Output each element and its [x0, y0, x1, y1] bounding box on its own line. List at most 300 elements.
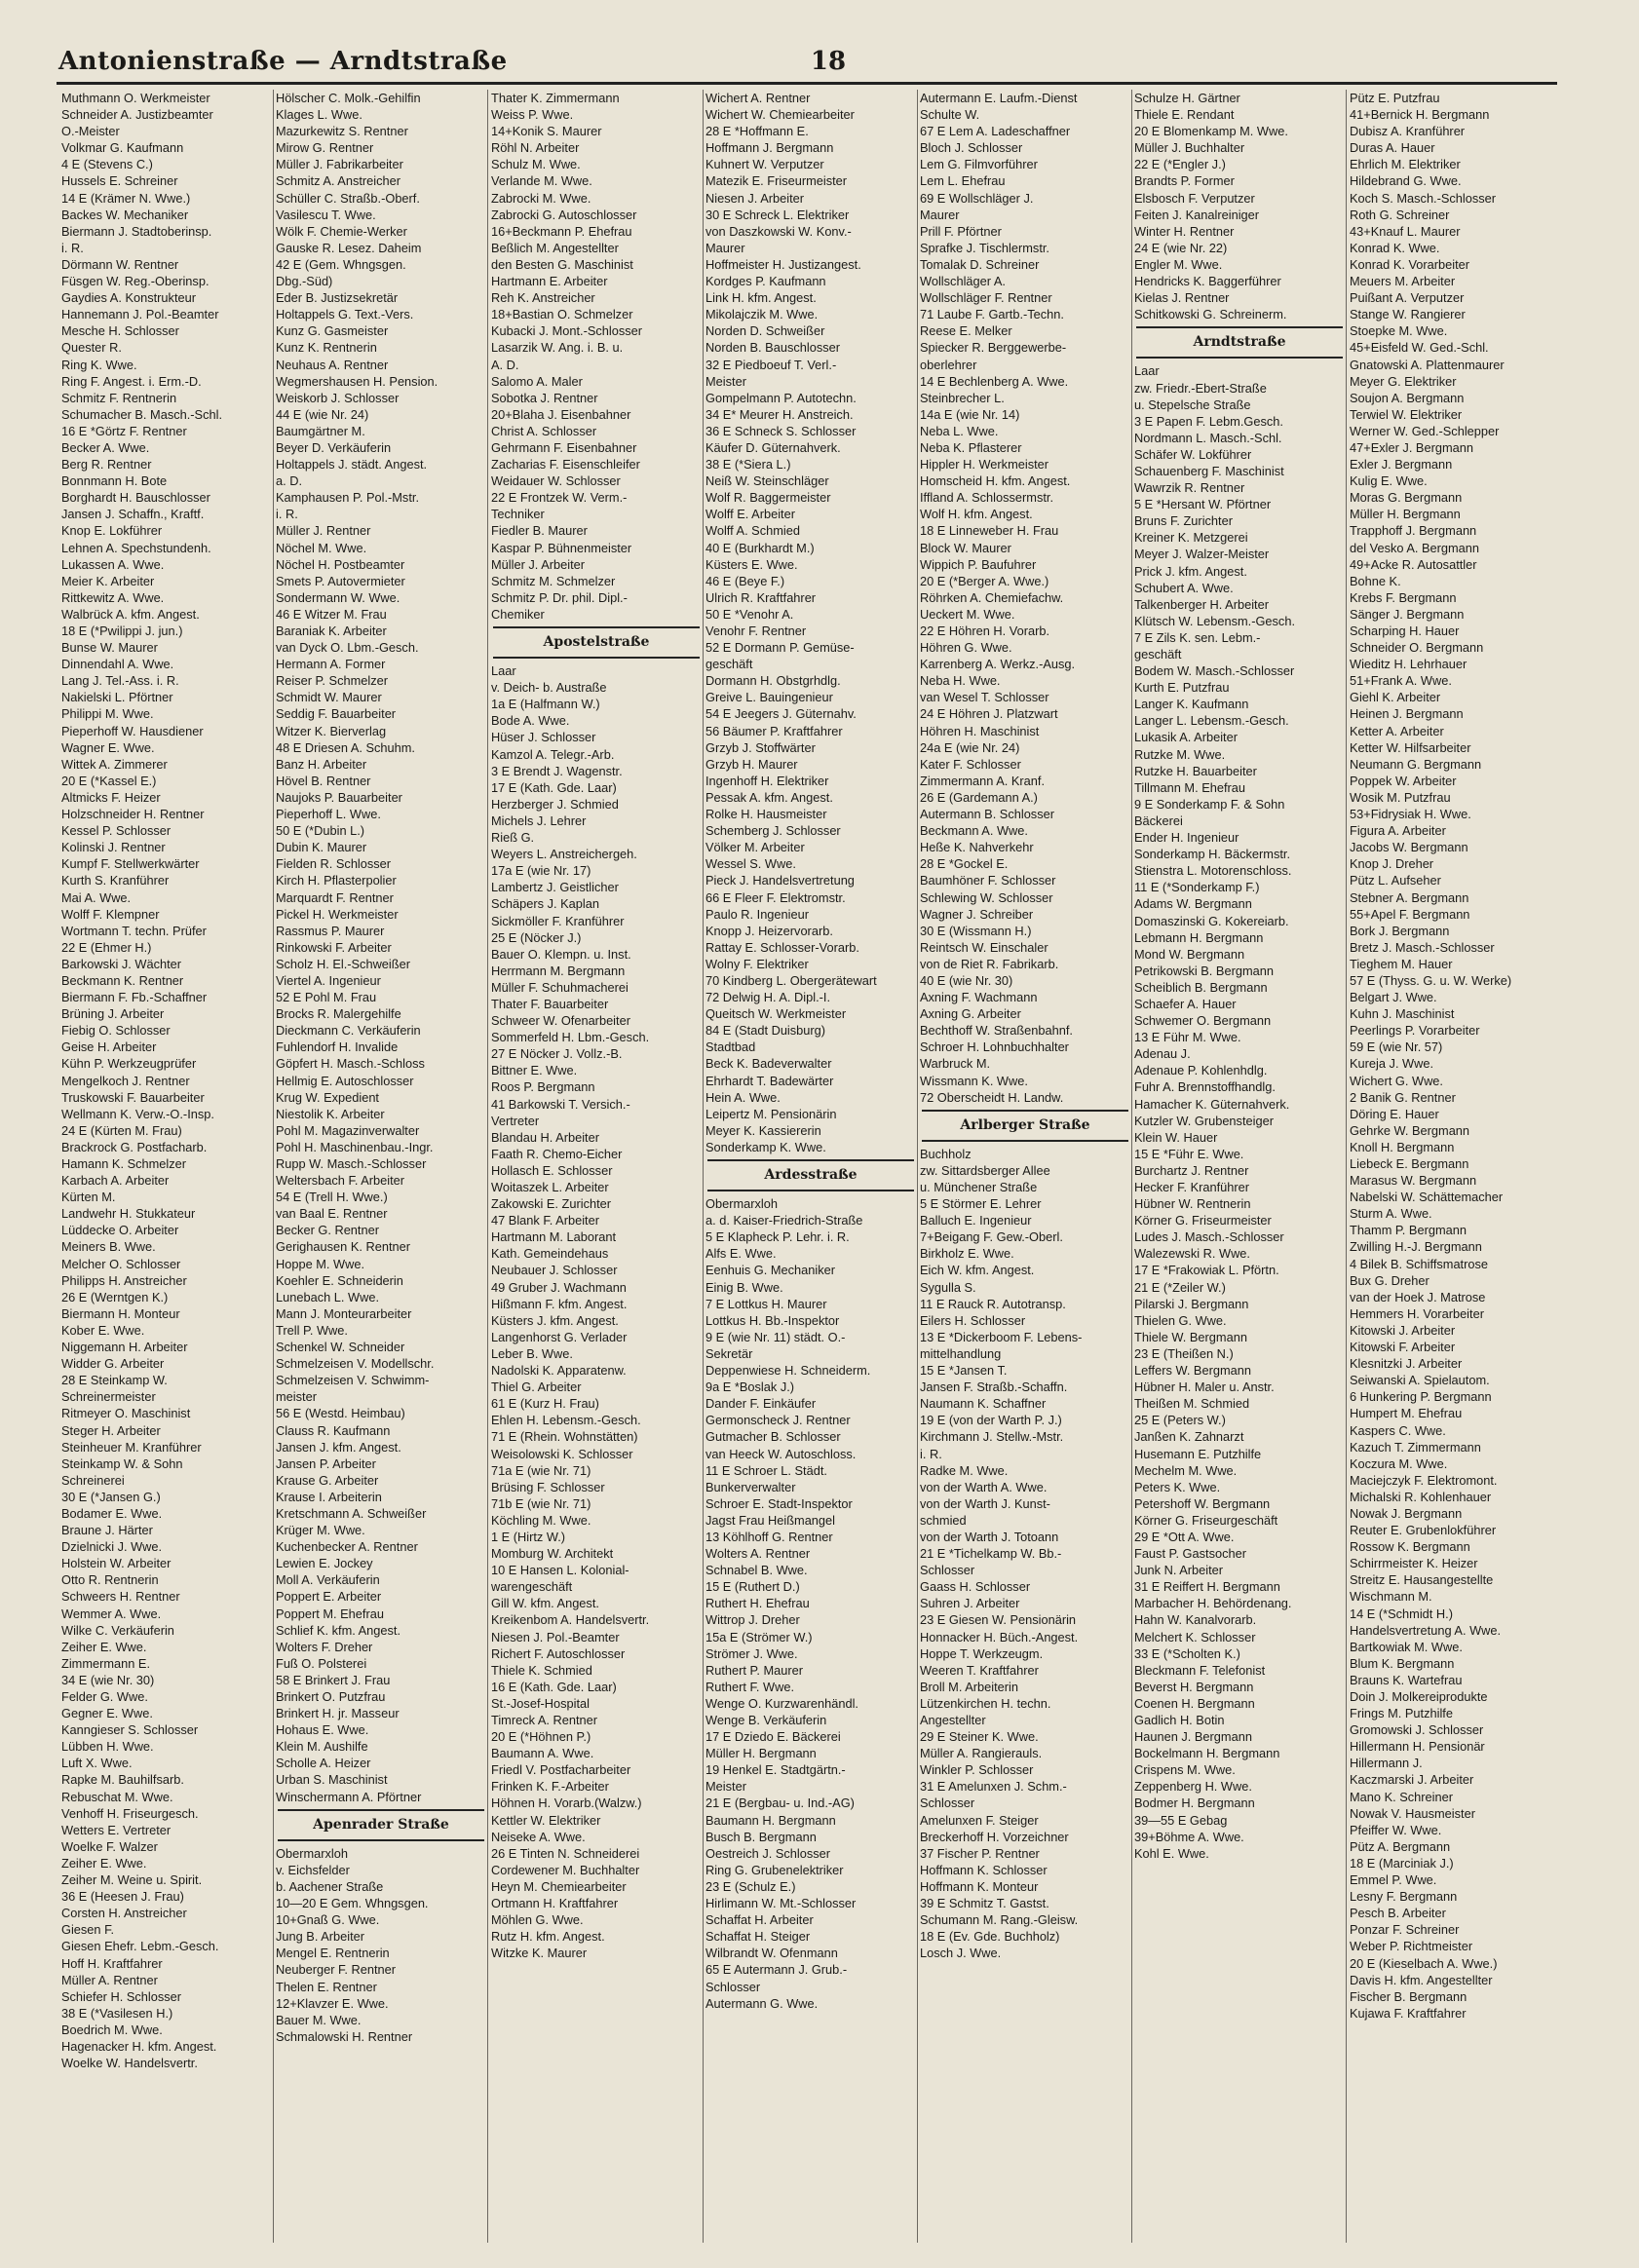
directory-entry: Niesen J. Arbeiter [705, 190, 805, 206]
directory-entry: Zabrocki G. Autoschlosser [491, 207, 637, 222]
directory-entry: Koch S. Masch.-Schlosser [1350, 190, 1497, 206]
directory-entry: Petrikowski B. Bergmann [1134, 963, 1274, 978]
directory-entry: Wolff F. Klempner [61, 906, 160, 922]
directory-entry: Marasus W. Bergmann [1350, 1173, 1477, 1189]
directory-entry: 20+Blaha J. Eisenbahner [491, 406, 631, 422]
directory-entry: Kitowski J. Arbeiter [1350, 1322, 1456, 1338]
directory-entry: Ring K. Wwe. [61, 357, 137, 372]
directory-entry: Krüger M. Wwe. [276, 1523, 365, 1538]
directory-entry: 3 E Papen F. Lebm.Gesch. [1134, 413, 1283, 429]
directory-entry: 1a E (Halfmann W.) [491, 697, 600, 712]
directory-entry: Müller H. Bergmann [1350, 507, 1461, 522]
directory-entry: Hoppe T. Werkzeugm. [920, 1645, 1044, 1661]
directory-entry: 51+Frank A. Wwe. [1350, 673, 1452, 689]
directory-entry: Schulz M. Wwe. [491, 157, 581, 172]
directory-entry: Neuhaus A. Rentner [276, 357, 389, 372]
directory-entry: Wölk F. Chemie-Werker [276, 223, 407, 239]
directory-entry: 31 E Reiffert H. Bergmann [1134, 1579, 1280, 1595]
directory-entry: 56 Bäumer P. Kraftfahrer [705, 723, 843, 738]
directory-entry: 55+Apel F. Bergmann [1350, 906, 1470, 922]
directory-entry: Gadlich H. Botin [1134, 1713, 1225, 1727]
directory-entry: Schmelzeisen V. Modellschr. [276, 1356, 435, 1372]
directory-entry: Ketter A. Arbeiter [1350, 723, 1444, 738]
directory-entry: Meister [705, 1779, 746, 1795]
directory-entry: 37 Fischer P. Rentner [920, 1845, 1040, 1861]
directory-entry: Kurth S. Kranführer [61, 873, 170, 888]
directory-entry: Walbrück A. kfm. Angest. [61, 606, 200, 622]
directory-entry: Langer L. Lebensm.-Gesch. [1134, 713, 1289, 729]
directory-entry: Giesen Ehefr. Lebm.-Gesch. [61, 1939, 219, 1954]
directory-entry: Zeiher E. Wwe. [61, 1855, 147, 1871]
page-header [58, 47, 1559, 82]
directory-entry: Nowak V. Hausmeister [1350, 1805, 1475, 1821]
directory-entry: Pütz E. Putzfrau [1350, 91, 1440, 105]
directory-entry: 39+Böhme A. Wwe. [1134, 1829, 1244, 1844]
directory-entry: b. Aachener Straße [276, 1878, 384, 1894]
directory-entry: Gutmacher B. Schlosser [705, 1429, 841, 1445]
street-heading: Ardesstraße [707, 1159, 914, 1191]
directory-entry: 49 Gruber J. Wachmann [491, 1279, 627, 1295]
directory-entry: Kulig E. Wwe. [1350, 473, 1428, 489]
directory-entry: Viertel A. Ingenieur [276, 972, 381, 988]
directory-entry: Schmitz M. Schmelzer [491, 573, 616, 588]
directory-entry: 22 E (*Engler J.) [1134, 157, 1226, 172]
directory-entry: Schäfer W. Lokführer [1134, 446, 1252, 462]
directory-entry: Hirlimann W. Mt.-Schlosser [705, 1896, 857, 1911]
directory-entry: 46 E Witzer M. Frau [276, 606, 387, 622]
directory-entry: Schiefer H. Schlosser [61, 1988, 182, 2004]
directory-entry: 26 E (Werntgen K.) [61, 1289, 169, 1304]
directory-entry: Höhnen H. Vorarb.(Walzw.) [491, 1796, 642, 1811]
directory-entry: Hemmers H. Vorarbeiter [1350, 1305, 1484, 1321]
directory-entry: Sonderkamp H. Bäckermstr. [1134, 847, 1291, 862]
directory-entry: Bleckmann F. Telefonist [1134, 1662, 1266, 1678]
directory-entry: 30 E (Wissmann H.) [920, 923, 1032, 938]
directory-entry: Doin J. Molkereiprodukte [1350, 1689, 1488, 1704]
directory-entry: Biermann J. Stadtoberinsp. [61, 223, 212, 239]
directory-entry: Moll A. Verkäuferin [276, 1572, 380, 1588]
directory-entry: Wellmann K. Verw.-O.-Insp. [61, 1106, 214, 1121]
directory-entry: Losch J. Wwe. [920, 1946, 1002, 1961]
directory-entry: Rieß G. [491, 830, 535, 846]
directory-entry: Brauns K. Wartefrau [1350, 1672, 1463, 1687]
directory-entry: Steinbrecher L. [920, 390, 1005, 405]
directory-entry: Beßlich M. Angestellter [491, 240, 619, 255]
directory-entry: Krause I. Arbeiterin [276, 1489, 382, 1504]
directory-entry: 47 Blank F. Arbeiter [491, 1213, 599, 1228]
directory-entry: 14a E (wie Nr. 14) [920, 406, 1020, 422]
directory-entry: 19 Henkel E. Stadtgärtn.- [705, 1762, 846, 1778]
directory-entry: 33 E (*Scholten K.) [1134, 1645, 1240, 1661]
directory-entry: 58 E Brinkert J. Frau [276, 1672, 391, 1687]
directory-entry: Hagenacker H. kfm. Angest. [61, 2038, 217, 2054]
directory-entry: 11 E Rauck R. Autotransp. [920, 1296, 1066, 1311]
directory-entry: Altmicks F. Heizer [61, 789, 161, 805]
directory-entry: 44 E (wie Nr. 24) [276, 406, 369, 422]
directory-entry: Kuhnert W. Verputzer [705, 157, 824, 172]
directory-entry: Kaczmarski J. Arbeiter [1350, 1772, 1474, 1788]
directory-entry: Krebs F. Bergmann [1350, 589, 1457, 605]
directory-entry: Bux G. Dreher [1350, 1272, 1429, 1288]
directory-entry: Schlewing W. Schlosser [920, 889, 1053, 905]
directory-entry: 13 E Führ M. Wwe. [1134, 1030, 1241, 1045]
directory-entry: Scholle A. Heizer [276, 1756, 371, 1771]
directory-entry: Kirchmann J. Stellw.-Mstr. [920, 1429, 1064, 1445]
directory-entry: 20 E (*Berger A. Wwe.) [920, 573, 1049, 588]
directory-entry: Brinkert O. Putzfrau [276, 1689, 386, 1704]
directory-entry: Wichert G. Wwe. [1350, 1073, 1443, 1088]
directory-entry: Biermann H. Monteur [61, 1305, 180, 1321]
directory-entry: 30 E Schreck L. Elektriker [705, 207, 850, 222]
directory-entry: Ueckert M. Wwe. [920, 606, 1015, 622]
directory-entry: Hillermann J. [1350, 1756, 1423, 1771]
directory-entry: Radke M. Wwe. [920, 1462, 1009, 1478]
directory-entry: Beverst H. Bergmann [1134, 1679, 1254, 1694]
directory-entry: Müller J. Rentner [276, 523, 371, 539]
directory-entry: St.-Josef-Hospital [491, 1695, 590, 1711]
directory-entry: Rossow K. Bergmann [1350, 1539, 1470, 1555]
directory-entry: Bauer O. Klempn. u. Inst. [491, 946, 631, 962]
directory-entry: Kazuch T. Zimmermann [1350, 1439, 1481, 1455]
directory-entry: Pfeiffer W. Wwe. [1350, 1822, 1442, 1837]
directory-entry: Luft X. Wwe. [61, 1756, 133, 1771]
directory-entry: Husemann E. Putzhilfe [1134, 1446, 1262, 1461]
directory-entry: 26 E Tinten N. Schneiderei [491, 1845, 640, 1861]
directory-entry: 28 E Steinkamp W. [61, 1373, 168, 1388]
directory-entry: Zwilling H.-J. Bergmann [1350, 1239, 1482, 1255]
directory-entry: Reuter E. Grubenlokführer [1350, 1523, 1497, 1538]
directory-entry: Hißmann F. kfm. Angest. [491, 1296, 628, 1311]
directory-entry: Blandau H. Arbeiter [491, 1129, 599, 1145]
directory-entry: Reintsch W. Einschaler [920, 939, 1048, 955]
directory-entry: Heße K. Nahverkehr [920, 840, 1034, 855]
page-title: Antonienstraße — Arndtstraße [58, 47, 508, 76]
directory-entry: Mechelm M. Wwe. [1134, 1462, 1238, 1478]
directory-entry: von der Warth A. Wwe. [920, 1479, 1048, 1494]
directory-entry: Mano K. Schreiner [1350, 1789, 1453, 1804]
directory-entry: Eilers H. Schlosser [920, 1312, 1026, 1328]
directory-entry: Schäpers J. Kaplan [491, 896, 599, 912]
directory-entry: zw. Friedr.-Ebert-Straße [1134, 380, 1267, 396]
directory-entry: Nöchel M. Wwe. [276, 540, 367, 555]
directory-entry: 52 E Dormann P. Gemüse- [705, 640, 855, 656]
directory-entry: Braune J. Härter [61, 1523, 153, 1538]
directory-entry: Urban S. Maschinist [276, 1772, 388, 1788]
directory-entry: Köchling M. Wwe. [491, 1512, 591, 1528]
directory-entry: Müller J. Arbeiter [491, 556, 586, 572]
directory-entry: Steger H. Arbeiter [61, 1422, 161, 1438]
directory-entry: Fuhr A. Brennstoffhandlg. [1134, 1079, 1276, 1095]
directory-entry: Mikolajczik M. Wwe. [705, 307, 819, 322]
directory-entry: Sommerfeld H. Lbm.-Gesch. [491, 1030, 650, 1045]
directory-entry: Schubert A. Wwe. [1134, 580, 1234, 595]
directory-entry: 14 E (*Schmidt H.) [1350, 1606, 1453, 1621]
directory-entry: Schüller C. Straßb.-Oberf. [276, 190, 420, 206]
directory-entry: Sickmöller F. Kranführer [491, 913, 625, 928]
directory-entry: Brüsing F. Schlosser [491, 1479, 605, 1494]
directory-entry: Scharping H. Hauer [1350, 624, 1460, 638]
directory-entry: Becker A. Wwe. [61, 439, 150, 455]
directory-entry: 24 E Höhren J. Platzwart [920, 706, 1058, 722]
directory-entry: Ludes J. Masch.-Schlosser [1134, 1229, 1284, 1245]
directory-entry: van der Hoek J. Matrose [1350, 1289, 1486, 1304]
directory-entry: Klein M. Aushilfe [276, 1739, 368, 1755]
directory-entry: Bloch J. Schlosser [920, 140, 1023, 156]
directory-entry: 59 E (wie Nr. 57) [1350, 1040, 1443, 1055]
directory-entry: Adams W. Bergmann [1134, 896, 1252, 912]
directory-entry: Domaszinski G. Kokereiarb. [1134, 913, 1289, 928]
directory-entry: Hölscher C. Molk.-Gehilfin [276, 91, 421, 105]
directory-entry: 29 E Steiner K. Wwe. [920, 1729, 1039, 1745]
directory-entry: Heinen J. Bergmann [1350, 706, 1464, 722]
directory-entry: Holtappels J. städt. Angest. [276, 457, 428, 472]
directory-entry: Bechthoff W. Straßenbahnf. [920, 1023, 1073, 1039]
directory-entry: Kitowski F. Arbeiter [1350, 1340, 1456, 1355]
directory-entry: Wittrop J. Dreher [705, 1612, 800, 1628]
directory-entry: Christ A. Schlosser [491, 423, 597, 438]
directory-entry: Schlosser [705, 1979, 761, 1994]
directory-entry: Peerlings P. Vorarbeiter [1350, 1023, 1480, 1039]
directory-entry: Poppek W. Arbeiter [1350, 773, 1457, 788]
directory-entry: Kanngieser S. Schlosser [61, 1722, 199, 1738]
directory-entry: Woelke W. Handelsvertr. [61, 2056, 198, 2071]
directory-entry: Reh K. Anstreicher [491, 290, 595, 306]
directory-entry: Wenge B. Verkäuferin [705, 1713, 827, 1727]
directory-entry: Ritmeyer O. Maschinist [61, 1406, 191, 1421]
directory-entry: 17 E *Frakowiak L. Pförtn. [1134, 1263, 1279, 1278]
directory-entry: Gehrke W. Bergmann [1350, 1122, 1470, 1138]
directory-entry: Mann J. Monteurarbeiter [276, 1305, 412, 1321]
directory-entry: Pickel H. Werkmeister [276, 906, 399, 922]
directory-entry: 3 E Brendt J. Wagenstr. [491, 763, 623, 778]
directory-entry: Kreiner K. Metzgerei [1134, 530, 1248, 546]
directory-entry: Naujoks P. Bauarbeiter [276, 789, 402, 805]
directory-entry: Ruthert P. Maurer [705, 1662, 804, 1678]
directory-entry: Thielen G. Wwe. [1134, 1312, 1227, 1328]
directory-entry: Weyers L. Anstreichergeh. [491, 847, 637, 862]
directory-entry: Maurer [920, 207, 960, 222]
directory-entry: 20 E (Kieselbach A. Wwe.) [1350, 1955, 1498, 1971]
directory-entry: Friedl V. Postfacharbeiter [491, 1762, 631, 1778]
directory-entry: Kubacki J. Mont.-Schlosser [491, 323, 643, 339]
directory-entry: Frinken K. F.-Arbeiter [491, 1779, 609, 1795]
directory-entry: 40 E (Burkhardt M.) [705, 540, 815, 555]
directory-entry: 13 E *Dickerboom F. Lebens- [920, 1329, 1083, 1344]
directory-entry: Hillermann H. Pensionär [1350, 1739, 1485, 1755]
directory-entry: Leffers W. Bergmann [1134, 1363, 1251, 1379]
directory-entry: Lang J. Tel.-Ass. i. R. [61, 673, 179, 689]
directory-entry: Kordges P. Kaufmann [705, 274, 826, 289]
directory-entry: 22 E (Ehmer H.) [61, 939, 152, 955]
directory-entry: Momburg W. Architekt [491, 1546, 614, 1562]
directory-entry: Tomalak D. Schreiner [920, 256, 1040, 272]
directory-entry: Kirch H. Pflasterpolier [276, 873, 397, 888]
directory-entry: van Baal E. Rentner [276, 1206, 388, 1222]
directory-entry: Klein W. Hauer [1134, 1129, 1218, 1145]
directory-entry: Norden B. Bauschlosser [705, 340, 840, 356]
directory-column [490, 90, 704, 2243]
directory-entry: Rebuschat M. Wwe. [61, 1789, 173, 1804]
directory-entry: Biermann F. Fb.-Schaffner [61, 990, 208, 1005]
directory-entry: Pieperhoff L. Wwe. [276, 807, 381, 822]
directory-entry: Einig B. Wwe. [705, 1279, 783, 1295]
directory-entry: 57 E (Thyss. G. u. W. Werke) [1350, 972, 1512, 988]
directory-entry: Völker M. Arbeiter [705, 840, 805, 855]
directory-entry: Widder G. Arbeiter [61, 1356, 165, 1372]
directory-entry: Langer K. Kaufmann [1134, 697, 1249, 712]
directory-entry: 34 E* Meurer H. Anstreich. [705, 406, 854, 422]
directory-entry: Angestellter [920, 1713, 986, 1727]
directory-entry: 18 E (*Pwilippi J. jun.) [61, 624, 183, 638]
directory-entry: Prick J. kfm. Angest. [1134, 563, 1247, 579]
directory-column [1349, 90, 1561, 2243]
directory-entry: Ring G. Grubenelektriker [705, 1862, 844, 1877]
directory-entry: Haunen J. Bergmann [1134, 1729, 1252, 1745]
directory-entry: Pieck J. Handelsvertretung [705, 873, 855, 888]
directory-entry: Naumann K. Schaffner [920, 1396, 1047, 1412]
directory-entry: Sondermann W. Wwe. [276, 589, 400, 605]
directory-entry: Mai A. Wwe. [61, 889, 132, 905]
directory-entry: Otto R. Rentnerin [61, 1572, 159, 1588]
directory-entry: Rolke H. Hausmeister [705, 807, 827, 822]
directory-entry: warengeschäft [491, 1579, 573, 1595]
directory-entry: Peters K. Wwe. [1134, 1479, 1221, 1494]
directory-entry: Humpert M. Ehefrau [1350, 1406, 1463, 1421]
directory-entry: Exler J. Bergmann [1350, 457, 1453, 472]
directory-entry: Bretz J. Masch.-Schlosser [1350, 939, 1495, 955]
directory-entry: Schmitz P. Dr. phil. Dipl.- [491, 589, 628, 605]
directory-entry: Lasarzik W. Ang. i. B. u. [491, 340, 624, 356]
directory-entry: Hecker F. Kranführer [1134, 1180, 1250, 1194]
directory-entry: 56 E (Westd. Heimbau) [276, 1406, 405, 1421]
directory-entry: Maciejczyk F. Elektromont. [1350, 1472, 1498, 1488]
directory-entry: Ortmann H. Kraftfahrer [491, 1896, 619, 1911]
directory-entry: Eich W. kfm. Angest. [920, 1263, 1035, 1278]
directory-entry: Kater F. Schlosser [920, 756, 1021, 772]
directory-entry: 24a E (wie Nr. 24) [920, 739, 1020, 755]
directory-entry: von de Riet R. Fabrikarb. [920, 956, 1059, 971]
directory-entry: Rattay E. Schlosser-Vorarb. [705, 939, 859, 955]
directory-entry: Truskowski F. Bauarbeiter [61, 1089, 205, 1105]
directory-entry: Mond W. Bergmann [1134, 946, 1245, 962]
directory-entry: Barkowski J. Wächter [61, 956, 182, 971]
directory-entry: Thiele W. Bergmann [1134, 1329, 1247, 1344]
directory-entry: Gnatowski A. Plattenmaurer [1350, 357, 1505, 372]
directory-entry: Banz H. Arbeiter [276, 756, 367, 772]
directory-entry: Stebner A. Bergmann [1350, 889, 1469, 905]
directory-entry: Ketter W. Hilfsarbeiter [1350, 739, 1471, 755]
directory-entry: 18+Bastian O. Schmelzer [491, 307, 633, 322]
directory-entry: Gerighausen K. Rentner [276, 1239, 411, 1255]
directory-entry: 7+Beigang F. Gew.-Oberl. [920, 1229, 1063, 1245]
directory-entry: Hippler H. Werkmeister [920, 457, 1049, 472]
directory-entry: Laar [1134, 363, 1160, 379]
directory-entry: Lüddecke O. Arbeiter [61, 1223, 179, 1238]
directory-entry: 16+Beckmann P. Ehefrau [491, 223, 632, 239]
directory-entry: Fischer B. Bergmann [1350, 1988, 1467, 2004]
directory-entry: Schweers H. Rentner [61, 1589, 180, 1605]
directory-entry: Zimmermann E. [61, 1655, 151, 1671]
directory-entry: Herzberger J. Schmied [491, 796, 619, 812]
directory-entry: 66 E Fleer F. Elektromstr. [705, 889, 846, 905]
directory-entry: Neiß W. Steinschläger [705, 473, 829, 489]
directory-entry: 50 E *Venohr A. [705, 606, 794, 622]
directory-entry: Konrad K. Wwe. [1350, 240, 1440, 255]
directory-entry: Hendricks K. Baggerführer [1134, 274, 1281, 289]
directory-entry: 23 E (Schulz E.) [705, 1878, 796, 1894]
directory-entry: 36 E Schneck S. Schlosser [705, 423, 857, 438]
directory-entry: 5 E Störmer E. Lehrer [920, 1196, 1042, 1212]
directory-entry: Bonnmann H. Bote [61, 473, 168, 489]
directory-entry: Lem G. Filmvorführer [920, 157, 1038, 172]
directory-entry: Meuers M. Arbeiter [1350, 274, 1456, 289]
directory-entry: Reiser P. Schmelzer [276, 673, 388, 689]
directory-entry: Knopp J. Heizervorarb. [705, 923, 833, 938]
directory-entry: Ehrlich M. Elektriker [1350, 157, 1461, 172]
directory-entry: Pohl M. Magazinverwalter [276, 1122, 420, 1138]
directory-entry: i. R. [61, 240, 84, 255]
directory-entry: Hein A. Wwe. [705, 1089, 781, 1105]
directory-entry: Sprafke J. Tischlermstr. [920, 240, 1049, 255]
directory-entry: Melcher O. Schlosser [61, 1256, 181, 1271]
directory-entry: meister [276, 1389, 317, 1405]
directory-entry: 5 E Klapheck P. Lehr. i. R. [705, 1229, 850, 1245]
directory-entry: 10—20 E Gem. Whngsgen. [276, 1896, 429, 1911]
directory-entry: Kreikenbom A. Handelsvertr. [491, 1612, 650, 1628]
directory-entry: Hamacher K. Güternahverk. [1134, 1096, 1290, 1112]
directory-entry: Block W. Maurer [920, 540, 1011, 555]
directory-entry: van Heeck W. Autoschloss. [705, 1446, 857, 1461]
directory-entry: Giehl K. Arbeiter [1350, 690, 1441, 705]
directory-entry: Zeppenberg H. Wwe. [1134, 1779, 1252, 1795]
directory-entry: Nabelski W. Schättemacher [1350, 1190, 1504, 1205]
directory-entry: Duras A. Hauer [1350, 140, 1435, 156]
directory-entry: Thelen E. Rentner [276, 1979, 377, 1994]
directory-entry: 40 E (wie Nr. 30) [920, 972, 1013, 988]
directory-entry: Fielden R. Schlosser [276, 856, 392, 872]
directory-entry: Grzyb H. Maurer [705, 756, 798, 772]
directory-entry: Hoffmann K. Schlosser [920, 1862, 1048, 1877]
directory-entry: Hartmann E. Arbeiter [491, 274, 608, 289]
directory-entry: 17a E (wie Nr. 17) [491, 863, 591, 879]
directory-entry: Rupp W. Masch.-Schlosser [276, 1156, 427, 1171]
directory-entry: Hannemann J. Pol.-Beamter [61, 307, 219, 322]
directory-entry: 52 E Pohl M. Frau [276, 990, 377, 1005]
directory-entry: Honnacker H. Büch.-Angest. [920, 1629, 1079, 1644]
directory-entry: Wilbrandt W. Ofenmann [705, 1946, 838, 1961]
directory-entry: Lottkus H. Bb.-Inspektor [705, 1312, 840, 1328]
directory-entry: Marbacher H. Behördenang. [1134, 1596, 1292, 1611]
directory-entry: Wagner E. Wwe. [61, 739, 155, 755]
directory-entry: Germonscheck J. Rentner [705, 1413, 851, 1428]
directory-entry: mittelhandlung [920, 1345, 1002, 1361]
directory-entry: Dormann H. Obstgrhdlg. [705, 673, 841, 689]
directory-entry: Pütz L. Aufseher [1350, 873, 1441, 888]
directory-entry: Venhoff H. Friseurgesch. [61, 1805, 199, 1821]
directory-entry: Witzer K. Bierverlag [276, 723, 387, 738]
directory-entry: Nakielski L. Pförtner [61, 690, 173, 705]
directory-entry: Rittkewitz A. Wwe. [61, 589, 165, 605]
directory-entry: Thiel G. Arbeiter [491, 1380, 582, 1395]
directory-entry: Streitz E. Hausangestellte [1350, 1572, 1494, 1588]
directory-entry: Kaspar P. Bühnenmeister [491, 540, 632, 555]
directory-entry: 71 E (Rhein. Wohnstätten) [491, 1429, 638, 1445]
directory-entry: Schnabel B. Wwe. [705, 1563, 808, 1578]
directory-entry: Pessak A. kfm. Angest. [705, 789, 833, 805]
directory-entry: Giesen F. [61, 1922, 115, 1938]
directory-entry: Karbach A. Arbeiter [61, 1173, 170, 1189]
directory-entry: Kureja J. Wwe. [1350, 1056, 1434, 1072]
